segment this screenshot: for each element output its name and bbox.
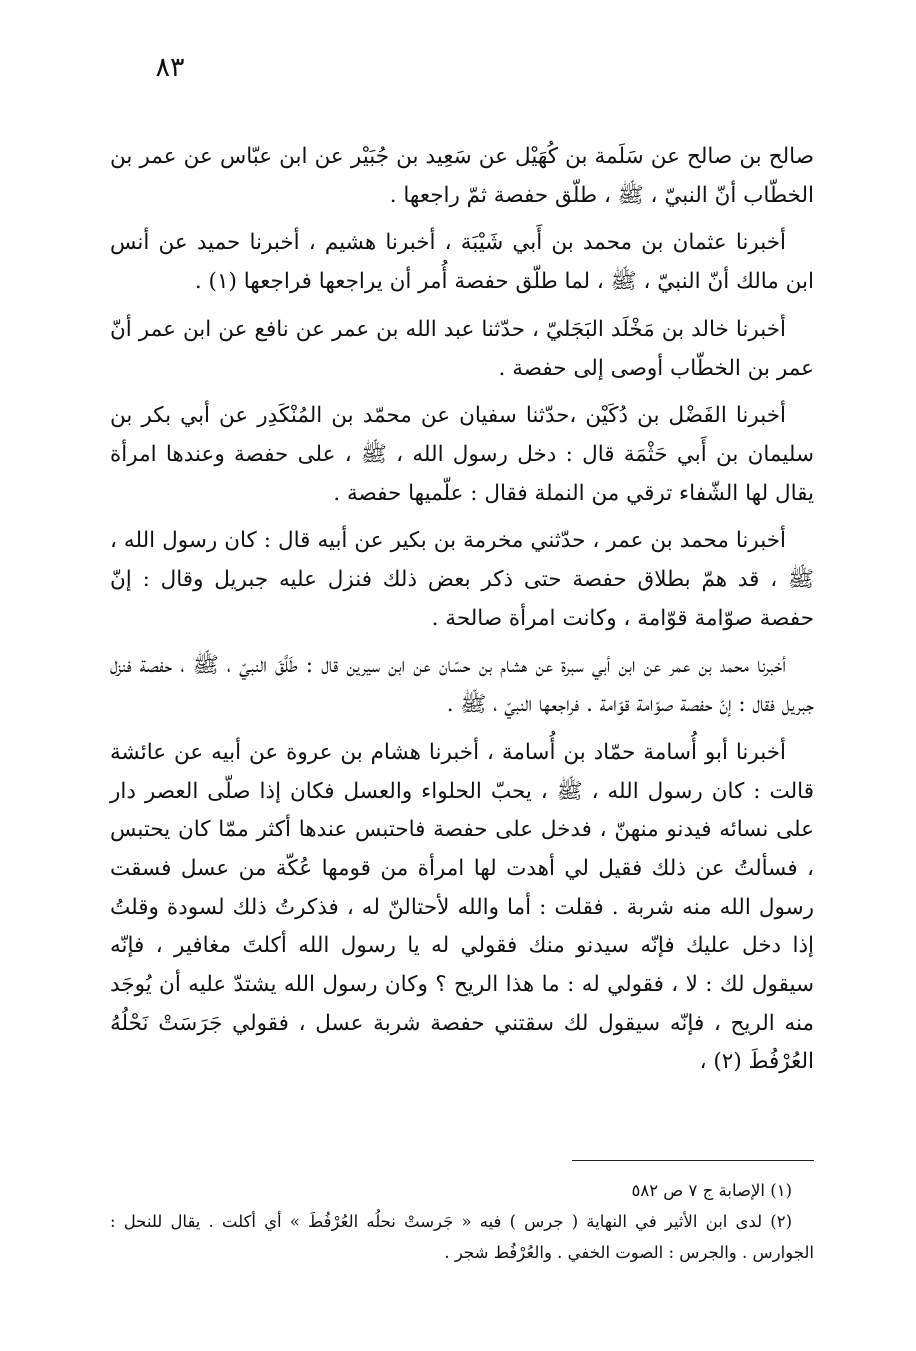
paragraph: أخبرنا محمد بن عمر ، حدّثني مخرمة بن بكير عن أبيه قال : كان رسول الله ، ﷺ ، قد همّ بطلاق حفصة حتى ذكر بعض ذلك فنزل عليه جبريل وقال : إنّ حفصة صوّامة قوّامة ، وكانت امرأة صالحة .	[110, 528, 814, 631]
paragraph: أخبرنا محمد بن عمر عن ابن أبي سبرة عن هشام بن حسّان عن ابن سيرين قال : طَلَّقَ النبيّ ، ﷺ ، حفصة فنزل جبريل فقال : إنّ حفصة صوّامة قوّامة . فراجعها النبيّ ، ﷺ .	[110, 653, 814, 718]
paragraph: أخبرنا عثمان بن محمد بن أَبي شَيْبَة ، أخبرنا هشيم ، أخبرنا حميد عن أنس ابن مالك أنّ النبيّ ، ﷺ ، لما طلّق حفصة أُمر أن يراجعها فراجعها (١) .	[110, 230, 814, 295]
footnotes	[110, 1175, 814, 1268]
footnote: (٢) لدى ابن الأثير في النهاية ( جرس ) فيه « جَرستْ نحلُه العُرْفُطَ » أي أكلت . يقال للنحل : الجوارس . والجرس : الصوت الخفي . والعُرْفُط شجر .	[110, 1212, 814, 1262]
footnote-divider	[572, 1160, 814, 1161]
paragraph: أخبرنا الفَضْل بن دُكَيْن ،حدّثنا سفيان عن محمّد بن المُنْكَدِر عن أبي بكر بن سليمان بن أَبي حَثْمَة قال : دخل رسول الله ، ﷺ ، على حفصة وعندها امرأة يقال لها الشّفاء ترقي من النملة فقال : علّميها حفصة .	[110, 403, 814, 506]
paragraph: أخبرنا خالد بن مَخْلَد البَجَليّ ، حدّثنا عبد الله بن عمر عن نافع عن ابن عمر أنّ عمر بن الخطّاب أوصى إلى حفصة .	[110, 316, 814, 381]
paragraph: أخبرنا أبو أُسامة حمّاد بن أُسامة ، أخبرنا هشام بن عروة عن أبيه عن عائشة قالت : كان رسول الله ، ﷺ ، يحبّ الحلواء والعسل فكان إذا صلّى العصر دار على نسائه فيدنو منهنّ ، فدخل على حفصة فاحتبس عندها أكثر ممّا كان يحتبس ، فسألتُ عن ذلك فقيل لي أهدت لها امرأة من قومها عُكّة من عسل فسقت رسول الله منه شربة . فقلت : أما والله لأحتالنّ له ، فذكرتُ ذلك لسودة وقلتُ إذا دخل عليك فإنّه سيدنو منك فقولي له يا رسول الله أكلتَ مغافير ، فإنّه سيقول لك : لا ، فقولي له : ما هذا الريح ؟ وكان رسول الله يشتدّ عليه أن يُوجَد منه الريح ، فإنّه سيقول لك سقتني حفصة شربة عسل ، فقولي جَرَسَتْ نَحْلُهُ العُرْفُطَ (٢) ،	[110, 739, 814, 1075]
main-text	[110, 138, 814, 1091]
footnote: (١) الإصابة ج ٧ ص ٥٨٢	[631, 1181, 792, 1200]
paragraph: صالح بن صالح عن سَلَمة بن كُهَيْل عن سَعِيد بن جُبَيْر عن ابن عبّاس عن عمر بن الخطّاب أنّ النبيّ ، ﷺ ، طلّق حفصة ثمّ راجعها .	[110, 144, 814, 208]
page-number: ٨٣	[155, 52, 185, 83]
